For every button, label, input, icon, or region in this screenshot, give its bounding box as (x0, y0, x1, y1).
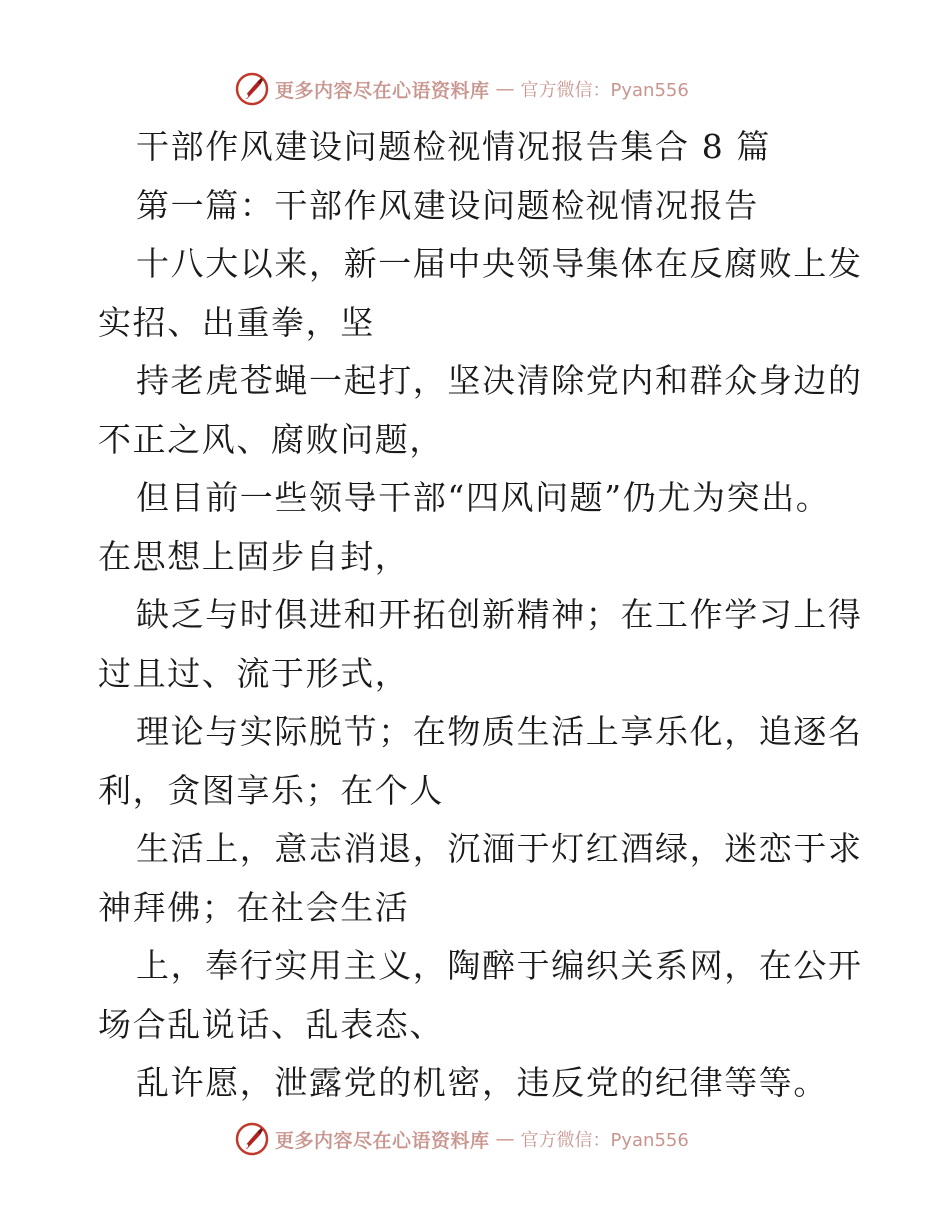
paragraph-line: 利，贪图享乐；在个人 (98, 770, 444, 810)
paragraph-line: 上，奉行实用主义，陶醉于编织关系网，在公开 (136, 946, 863, 985)
document-title: 干部作风建设问题检视情况报告集合 8 篇 (136, 127, 771, 166)
paragraph-line: 但目前一些领导干部“四风问题”仍尤为突出。 (136, 478, 831, 517)
paragraph-line: 理论与实际脱节；在物质生活上享乐化，追逐名 (136, 712, 863, 751)
section-heading: 第一篇：干部作风建设问题检视情况报告 (136, 185, 759, 225)
banner-brand-text: 更多内容尽在心语资料库 (275, 1129, 490, 1152)
quill-pen-logo-icon (235, 72, 269, 106)
quill-pen-logo-icon (235, 1122, 269, 1156)
footer-banner (235, 1122, 715, 1156)
document-body (98, 118, 863, 1113)
banner-contact-text: 官方微信：Pyan556 (520, 80, 689, 101)
paragraph-line: 缺乏与时俱进和开拓创新精神；在工作学习上得 (136, 595, 863, 634)
paragraph-line: 在思想上固步自封， (98, 536, 410, 576)
paragraph-line: 神拜佛；在社会生活 (98, 887, 410, 927)
paragraph-line: 生活上，意志消退，沉湎于灯红酒绿，迷恋于求 (136, 829, 863, 868)
banner-brand-text: 更多内容尽在心语资料库 (275, 79, 490, 102)
paragraph-line: 乱许愿，泄露党的机密，违反党的纪律等等。 (136, 1063, 828, 1102)
paragraph-line: 十八大以来，新一届中央领导集体在反腐败上发 (136, 244, 863, 283)
paragraph-line: 实招、出重拳，坚 (98, 302, 375, 342)
paragraph-line: 不正之风、腐败问题， (98, 419, 444, 459)
banner-separator: — (495, 78, 515, 100)
paragraph-line: 持老虎苍蝇一起打，坚决清除党内和群众身边的 (136, 361, 863, 400)
paragraph-line: 过且过、流于形式， (98, 653, 410, 693)
banner-contact-text: 官方微信：Pyan556 (520, 1130, 689, 1151)
header-banner (235, 72, 715, 106)
banner-separator: — (495, 1128, 515, 1150)
paragraph-line: 场合乱说话、乱表态、 (98, 1004, 444, 1044)
